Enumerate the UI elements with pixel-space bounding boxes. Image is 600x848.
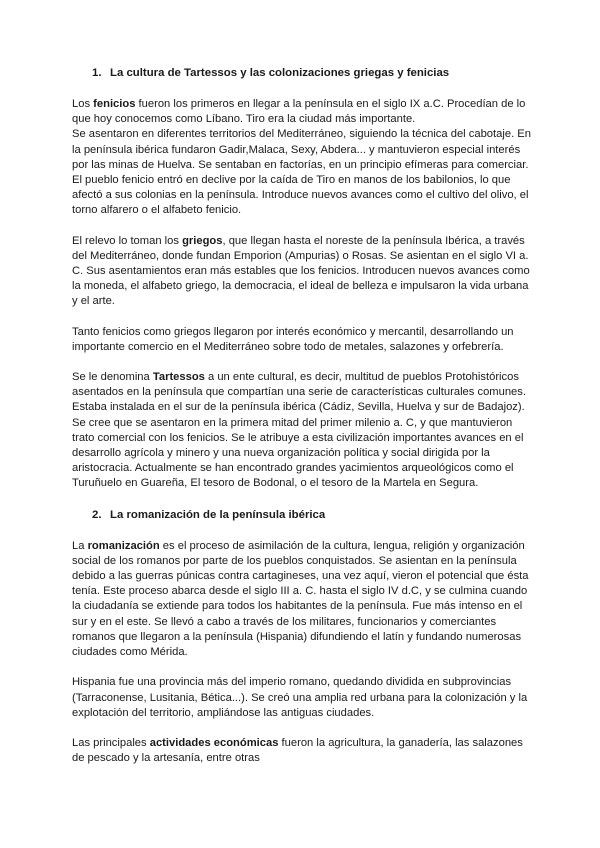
section1-number: 1. — [92, 67, 102, 79]
section2-paragraph-romanizacion: La romanización es el proceso de asimilación de la cultura, lengua, religión y organización social de los romanos por parte de los pueblos conquistados. Se asientan en la península debido a las guerras púnicas contra cartagineses, una vez aquí, vieron el potencial que ésta tenía. Este proceso abarca desde el siglo III a. C. hasta el siglo IV d.C, y se culmina cuando la ciudadanía se extiende para todos los habitantes de la península. Fue más intenso en el sur y en el este. Se llevó a cabo a través de los militares, funcionarios y comerciantes romanos que llegaron a la península (Hispania) difundiendo el latín y fundando numerosas ciudades como Mérida. — [72, 539, 529, 659]
bold-term: fenicios — [93, 98, 136, 110]
section2-heading — [72, 508, 532, 523]
section1-paragraph-griegos: El relevo lo toman los griegos, que llegan hasta el noreste de la península Ibérica, a través del Mediterráneo, donde fundan Emporion (Ampurias) o Rosas. Se asientan en el siglo VI a. C. Sus asentamientos eran más estables que los fenicios. Introducen nuevos avances como la moneda, el alfabeto griego, la democracia, el ideal de belleza e impulsaron la vida urbana y el arte. — [72, 234, 530, 308]
section1-paragraph-tartessos: Se le denomina Tartessos a un ente cultural, es decir, multitud de pueblos Protohistóricos asentados en la península que compartían una serie de características culturales comunes. Estaba instalada en el sur de la península ibérica (Cádiz, Sevilla, Huelva y sur de Badajoz). Se cree que se asentaron en la primera mitad del primer milenio a. C, y que mantuvieron trato comercial con los fenicios. Se le atribuye a esta civilización importantes avances en el desarrollo agrícola y minero y una nueva organización política y social dirigida por la aristocracia. Actualmente se han encontrado grandes yacimientos arqueológicos como el Turuñuelo en Guareña, El tesoro de Bodonal, o el tesoro de la Martela en Segura. — [72, 371, 526, 490]
section2-paragraph-actividades: Las principales actividades económicas fueron la agricultura, la ganadería, las salazones de pescado y la artesanía, entre otras — [72, 736, 523, 765]
section1-paragraph-fenicios-cont: Se asentaron en diferentes territorios del Mediterráneo, siguiendo la técnica del cabotaje. En la península ibérica fundaron Gadir,Malaca, Sexy, Abdera... y mantuvieron especial interés por las minas de Huelva. Se sentaban en factorías, en un principio efímeras para comerciar. El pueblo fenicio entró en declive por la caída de Tiro en manos de los babilonios, lo que afectó a sus colonias en la península. Introduce nuevos avances como el cultivo del olivo, el torno alfarero o el alfabeto fenicio. — [72, 128, 531, 217]
section1-paragraph-comercio: Tanto fenicios como griegos llegaron por interés económico y mercantil, desarrollando un importante comercio en el Mediterráneo sobre todo de metales, salazones y orfebrería. — [72, 325, 514, 353]
bold-term: actividades económicas — [149, 736, 279, 749]
section1-title: La cultura de Tartessos y las colonizaciones griegas y fenicias — [110, 67, 450, 79]
document-content — [72, 66, 532, 766]
bold-term: romanización — [87, 539, 160, 552]
section1-heading — [72, 66, 532, 81]
bold-term: Tartessos — [152, 371, 205, 384]
section2-number: 2. — [92, 508, 102, 521]
section1-paragraph-fenicios: Los fenicios fueron los primeros en llegar a la península en el siglo IX a.C. Procedían de lo que hoy conocemos como Líbano. Tiro era la ciudad más importante. — [72, 98, 526, 126]
section2-title: La romanización de la península ibérica — [110, 508, 326, 521]
section2-paragraph-hispania: Hispania fue una provincia más del imperio romano, quedando dividida en subprovincias (Tarraconense, Lusitania, Bética...). Se creó una amplia red urbana para la colonización y la explotación del territorio, ampliándose las antiguas ciudades. — [72, 676, 528, 719]
bold-term: griegos — [182, 234, 223, 247]
